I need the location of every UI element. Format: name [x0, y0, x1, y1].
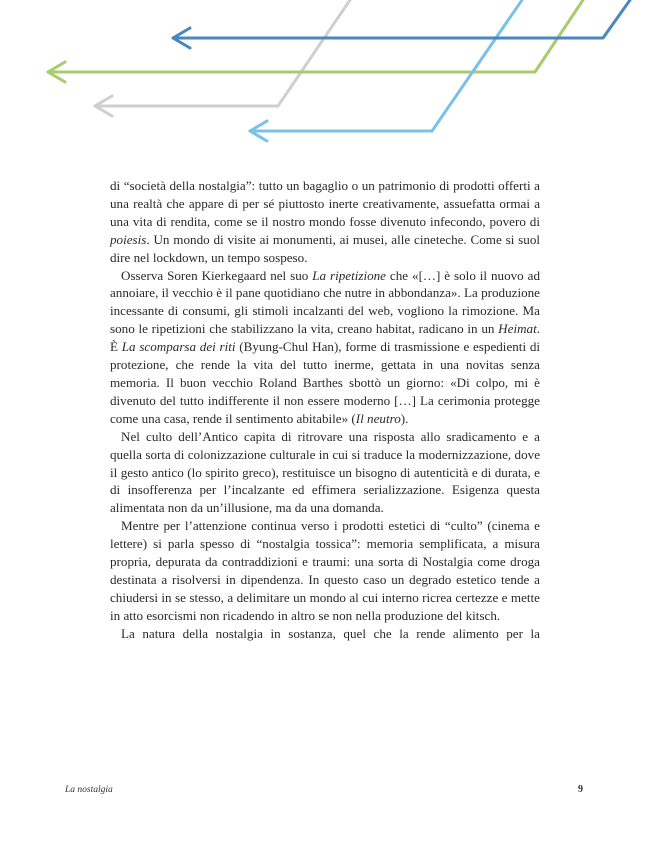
- paragraph: [110, 177, 540, 267]
- text-run: . È: [110, 321, 540, 355]
- text-run: Mentre per l’attenzione continua verso i prodotti estetici di “culto” (cinema e lettere) si parla spesso di “nostalgia tossica”: memoria semplificata, a misura propria, depurata da contraddizioni e traumi: una sorta di Nostalgia come droga destinata a risolversi in dipendenza. In questo caso un degrado estetico tende a chiudersi in se stesso, a delimitare un mondo al cui interno ricrea certezze e mette in atto esorcismi non ricadendo in altro se non nella produzione del kitsch.: [110, 518, 540, 623]
- italic-text: Heimat: [498, 321, 537, 337]
- text-run: La natura della nostalgia in sostanza, quel che la rende alimento per la: [121, 625, 540, 641]
- text-run: (Byung-Chul Han), forme di trasmissione e espedienti di protezione, che rende la vita del tutto inerme, gettata in una novitas senza memoria. Il buon vecchio Roland Barthes sbottò un giorno: «Di colpo, mi è divenuto del tutto indifferente il non essere moderno […] La cerimonia protegge come una casa, rende il sentimento abitabile» (: [110, 339, 540, 426]
- paragraph: [110, 267, 540, 428]
- arrow-line-gray: [95, 0, 350, 116]
- arrow-line-green: [48, 0, 583, 82]
- text-run: . Un mondo di visite ai monumenti, ai musei, alle cineteche. Come si suol dire nel lockdown, un tempo sospeso.: [110, 231, 540, 265]
- text-run: Osserva Soren Kierkegaard nel suo: [121, 267, 313, 283]
- left-arrow-lines-decoration: [0, 0, 650, 160]
- body-text: [110, 177, 540, 643]
- paragraph: [110, 625, 540, 643]
- italic-text: La ripetizione: [312, 267, 386, 283]
- page-number: 9: [578, 784, 583, 795]
- paragraph: [110, 428, 540, 518]
- italic-text: La scomparsa dei riti: [121, 339, 236, 355]
- text-run: di “società della nostalgia”: tutto un bagaglio o un patrimonio di prodotti offerti a una realtà che appare di per sé piuttosto inerte creativamente, assuefatta ormai a una vita di rendita, come se il nostro mondo fosse divenuto infecondo, povero di: [110, 178, 540, 229]
- text-run: Nel culto dell’Antico capita di ritrovare una risposta allo sradicamento e a quella sorta di colonizzazione culturale in cui si traduce la modernizzazione, dove il gesto antico (lo spirito greco), restituisce un bisogno di autenticità e di durata, e di insofferenza per l’incalzante ed effimera serializzazione. Esigenza questa alimentata non da un’illusione, ma da una domanda.: [110, 428, 540, 516]
- italic-text: Il neutro: [355, 410, 401, 426]
- arrow-line-dark-blue: [173, 0, 630, 48]
- text-run: ).: [400, 410, 409, 426]
- running-title: La nostalgia: [65, 785, 113, 795]
- text-run: che «[…] è solo il nuovo ad annoiare, il vecchio è il pane quotidiano che nutre in abbondanza». La produzione incessante di consumi, gli stimoli incalzanti del web, vogliono la rimozione. Ma sono le ripetizioni che stabilizzano la vita, creano habitat, radicano in un: [110, 267, 541, 337]
- italic-text: poiesis: [110, 231, 147, 247]
- paragraph: [110, 517, 540, 624]
